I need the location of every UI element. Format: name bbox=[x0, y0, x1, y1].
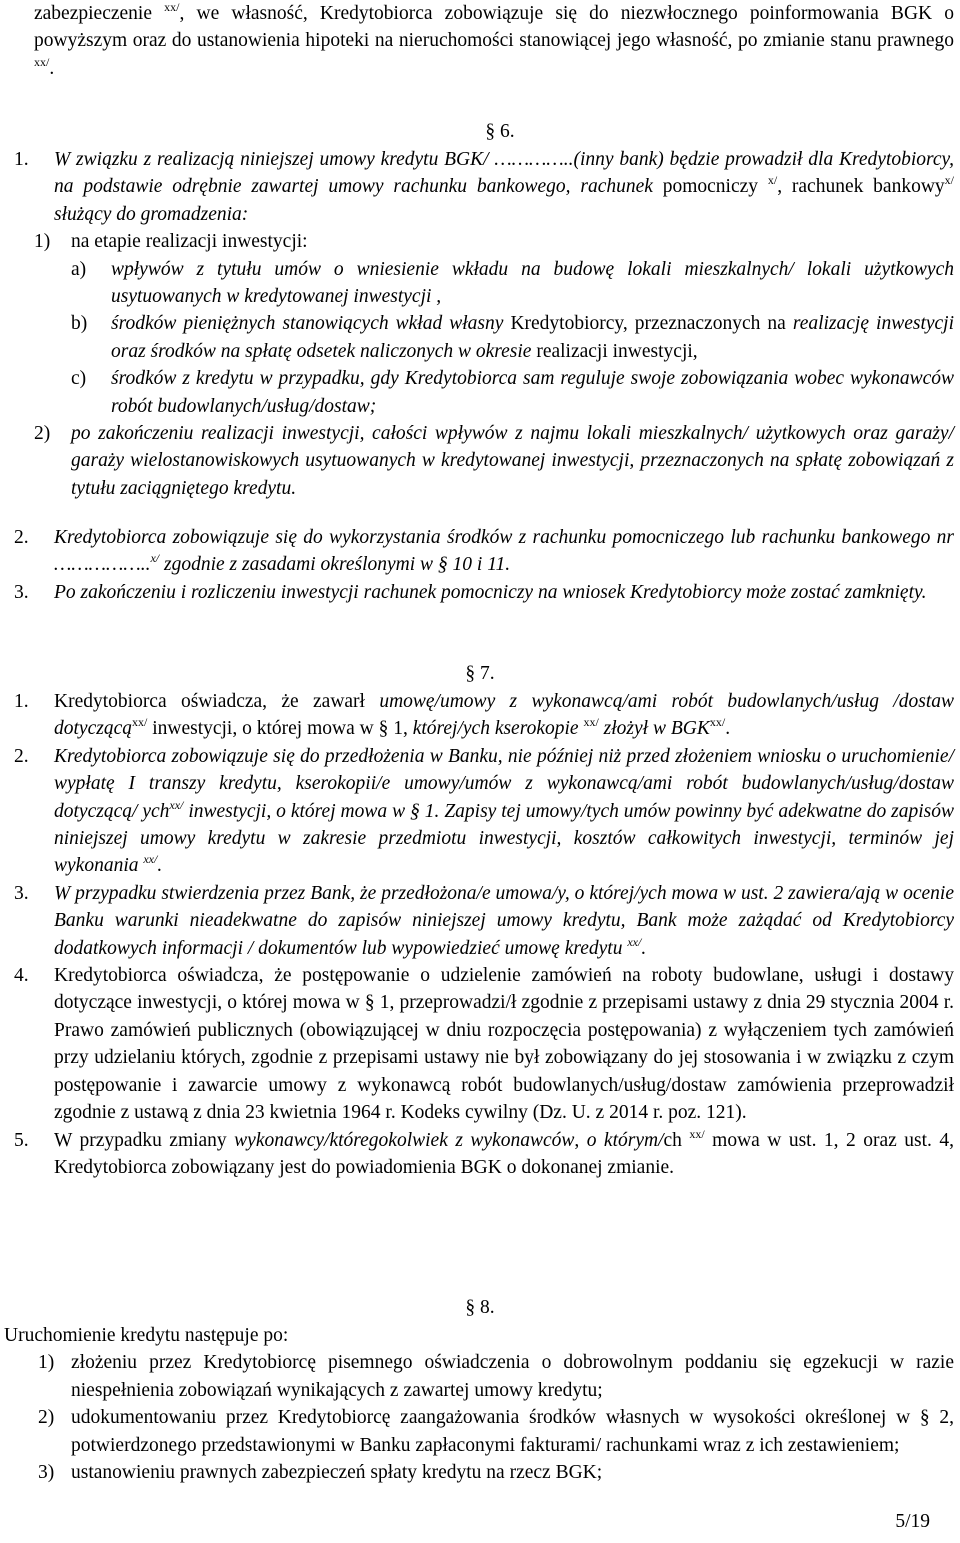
s8-item-1-number: 1) bbox=[38, 1352, 55, 1374]
s7-p4-number: 4. bbox=[14, 965, 29, 987]
s7-p4-text: Kredytobiorca oświadcza, że postępowanie o udzielenie zamówień na roboty budowlane, usługi i dostawy dotyczące inwestycji, o której mowa w § 1, przeprowadzi/ł zgodnie z przepisami ustawy z dnia 29 stycznia 2004 r. Prawo zamówień publicznych (obowiązującej w dniu rozpoczęcia postępowania) z wyłączeniem tych zamówień przy udzielaniu których, zgodnie z przepisami ustawy nie był zobowiązany do jej stosowania i w związku z czym postępowanie i zawarcie umowy z wykonawcą robót budowlanych/usług/dostaw zamówienia przeprowadził zgodnie z ustawą z dnia 23 kwietnia 1964 r. Kodeks cywilny (Dz. U. z 2014 r. poz. 121). bbox=[54, 965, 954, 1124]
text: ch bbox=[663, 1129, 690, 1151]
s7-p3-number: 3. bbox=[14, 882, 29, 904]
text: realizacji inwestycji, bbox=[536, 340, 698, 362]
footnote-mark: x/ bbox=[150, 551, 160, 566]
s8-item-2 bbox=[4, 1404, 954, 1459]
text: zabezpieczenie bbox=[34, 3, 165, 24]
text: inwestycji, o której mowa w § 1, bbox=[147, 718, 413, 740]
intro-paragraph bbox=[34, 0, 954, 82]
s8-item-2-number: 2) bbox=[38, 1407, 55, 1429]
footnote-mark: xx/ bbox=[627, 934, 642, 949]
s6-item-1a-number: a) bbox=[71, 258, 87, 280]
text: wykonawcy/któregokolwiek z wykonawców bbox=[234, 1129, 575, 1151]
text: o którym/ bbox=[586, 1129, 664, 1151]
text: Kredytobiorca zobowiązuje się do przedłożenia w Banku, nie później niż przed złożeniem wniosku o uruchomienie/ wypłatę I transzy kredytu, kserokopii/e umowy/umów z wykonawcą/ami robót budowlanych/usług/dostaw dotyczącą/ ych bbox=[54, 745, 954, 822]
section-8-heading: § 8. bbox=[465, 1297, 495, 1318]
s6-paragraph-3 bbox=[14, 579, 954, 606]
s6-item-1b bbox=[71, 310, 954, 365]
text: środków pieniężnych stanowiących wkład własny bbox=[111, 313, 511, 335]
s6-item-1c-number: c) bbox=[71, 368, 87, 390]
s6-item-1-text: na etapie realizacji inwestycji: bbox=[71, 231, 308, 253]
text: W przypadku zmiany bbox=[54, 1129, 235, 1151]
text: . bbox=[641, 937, 647, 959]
text: realizację inwestycji oraz środków na spłatę odsetek naliczonych w okresie bbox=[111, 313, 955, 362]
s6-item-1c bbox=[71, 365, 954, 420]
s8-item-1 bbox=[4, 1349, 954, 1404]
text: W związku z realizacją niniejszej umowy kredytu BGK/ …………..(inny bank) będzie prowadził dla Kredytobiorcy, na podstawie odrębnie zawartej umowy rachunku bankowego, rachunek bbox=[54, 149, 954, 198]
s6-item-1-number: 1) bbox=[34, 231, 51, 253]
text: inwestycji, o której mowa w § 1. Zapisy tej umowy/tych umów powinny być adekwatne do zapisów niniejszej umowy kredytu w zakresie przedmiotu inwestycji, kosztów całkowitych inwestycji, terminów jej wykonania bbox=[54, 800, 954, 877]
footnote-mark: xx/ bbox=[169, 797, 184, 812]
text: Kredytobiorcy, przeznaczonych na bbox=[510, 313, 793, 335]
section-7-heading: § 7. bbox=[465, 663, 495, 684]
text: umowę/umowy bbox=[379, 691, 496, 712]
s7-paragraph-1 bbox=[14, 688, 954, 743]
s6-p3-number: 3. bbox=[14, 582, 29, 603]
s7-p1-number: 1. bbox=[14, 691, 29, 712]
s6-item-1 bbox=[34, 228, 954, 420]
footnote-mark: xx/ bbox=[143, 852, 158, 867]
text: . bbox=[157, 855, 163, 877]
s6-paragraph-1 bbox=[14, 146, 955, 502]
s7-paragraph-2 bbox=[14, 743, 954, 880]
footnote-mark: x/ bbox=[767, 173, 778, 188]
s6-p3-text: Po zakończeniu i rozliczeniu inwestycji rachunek pomocniczy na wniosek Kredytobiorcy może zostać zamknięty. bbox=[54, 582, 927, 603]
s6-p1-number: 1. bbox=[14, 149, 29, 170]
s6-p2-number: 2. bbox=[14, 527, 29, 548]
text: z wykonawcą/ami robót budowlanych/usług /dostaw dotyczącą bbox=[54, 691, 954, 740]
s6-item-1c-text: środków z kredytu w przypadku, gdy Kredytobiorca sam reguluje swoje zobowiązania wobec wykonawców robót budowlanych/usług/dostaw; bbox=[111, 368, 954, 417]
section-6-heading: § 6. bbox=[485, 121, 515, 142]
footnote-mark: xx/ bbox=[164, 0, 180, 14]
footnote-mark: xx/ bbox=[709, 715, 726, 730]
s7-paragraphs bbox=[14, 688, 954, 1181]
text: . bbox=[49, 57, 55, 79]
s8-lead: Uruchomienie kredytu następuje po: bbox=[4, 1325, 289, 1346]
s8-item-2-text: udokumentowaniu przez Kredytobiorcę zaangażowania środków własnych w wysokości określonej w § 2, potwierdzonego przedstawionymi w Banku zapłaconymi fakturami/ rachunkami wraz z ich zestawieniem; bbox=[71, 1407, 954, 1456]
s6-item-1a bbox=[71, 256, 954, 311]
footnote-mark: xx/ bbox=[583, 715, 599, 730]
s7-paragraph-4 bbox=[14, 962, 954, 1126]
s7-p5-number: 5. bbox=[14, 1129, 29, 1151]
s6-item-1b-number: b) bbox=[71, 313, 88, 335]
s7-paragraph-5 bbox=[14, 1127, 954, 1182]
s8-item-3-text: ustanowieniu prawnych zabezpieczeń spłaty kredytu na rzecz BGK; bbox=[71, 1462, 603, 1484]
text: służący do gromadzenia: bbox=[54, 203, 249, 225]
text: . bbox=[725, 718, 731, 740]
footnote-mark: xx/ bbox=[34, 54, 50, 69]
text: Kredytobiorca oświadcza, że zawarł bbox=[54, 691, 380, 712]
text: , we własność, Kredytobiorca zobowiązuje się do niezwłocznego poinformowania BGK o powyższym oraz do ustanowienia hipoteki na nieruchomości stanowiącej jego własność, po zmianie stanu prawnego bbox=[34, 3, 955, 52]
text: pomocniczy bbox=[662, 176, 768, 198]
text: mowa w ust. 1, 2 oraz ust. 4, Kredytobiorca zobowiązany jest do powiadomienia BGK o dokonanej zmianie. bbox=[54, 1129, 954, 1178]
s8-body bbox=[4, 1322, 954, 1486]
page-number: 5/19 bbox=[895, 1511, 930, 1532]
s8-item-3 bbox=[4, 1459, 954, 1486]
text: Kredytobiorca zobowiązuje się do wykorzystania środków z rachunku pomocniczego lub rachunku bankowego nr …………….. bbox=[54, 527, 954, 576]
s6-item-2-text: po zakończeniu realizacji inwestycji, całości wpływów z najmu lokali mieszkalnych/ użytkowych oraz garaży/ garaży wielostanowiskowych usytuowanych w kredytowanej inwestycji, przeznaczonych na spłatę zobowiązań z tytułu zaciągniętego kredytu. bbox=[71, 423, 954, 499]
footnote-mark: xx/ bbox=[131, 715, 148, 730]
s8-item-1-text: złożeniu przez Kredytobiorcę pisemnego oświadczenia o dobrowolnym poddaniu się egzekucji w razie niespełnienia zobowiązań wynikających z zawartej umowy kredytu; bbox=[71, 1352, 954, 1401]
text: W przypadku stwierdzenia przez Bank, że przedłożona/e umowa/y, o której/ych mowa w ust. 2 zawiera/ają w ocenie Banku warunki nieadekwatne do zapisów niniejszej umowy kredytu, Bank może zażądać od Kredytobiorcy dodatkowych informacji / dokumentów lub wypowiedzieć umowę kredytu bbox=[54, 882, 954, 959]
footnote-mark: xx/ bbox=[689, 1126, 705, 1141]
s6-item-2 bbox=[34, 420, 954, 502]
s6-item-1a-text: wpływów z tytułu umów o wniesienie wkładu na budowę lokali mieszkalnych/ lokali użytkowych usytuowanych w kredytowanej inwestycji , bbox=[111, 258, 954, 308]
footnote-mark: x/ bbox=[944, 173, 954, 188]
s7-p2-number: 2. bbox=[14, 745, 29, 767]
s7-paragraph-3 bbox=[14, 880, 954, 962]
s6-paragraph-2 bbox=[14, 524, 954, 579]
text: której/ych kserokopie bbox=[412, 718, 584, 740]
text: zgodnie z zasadami określonymi w § 10 i 11. bbox=[159, 554, 511, 576]
s8-item-3-number: 3) bbox=[38, 1462, 55, 1484]
text: , bbox=[574, 1129, 587, 1151]
text: , rachunek bankowy bbox=[777, 176, 945, 198]
text: złożył w BGK bbox=[598, 718, 710, 740]
s6-item-2-number: 2) bbox=[34, 423, 51, 445]
